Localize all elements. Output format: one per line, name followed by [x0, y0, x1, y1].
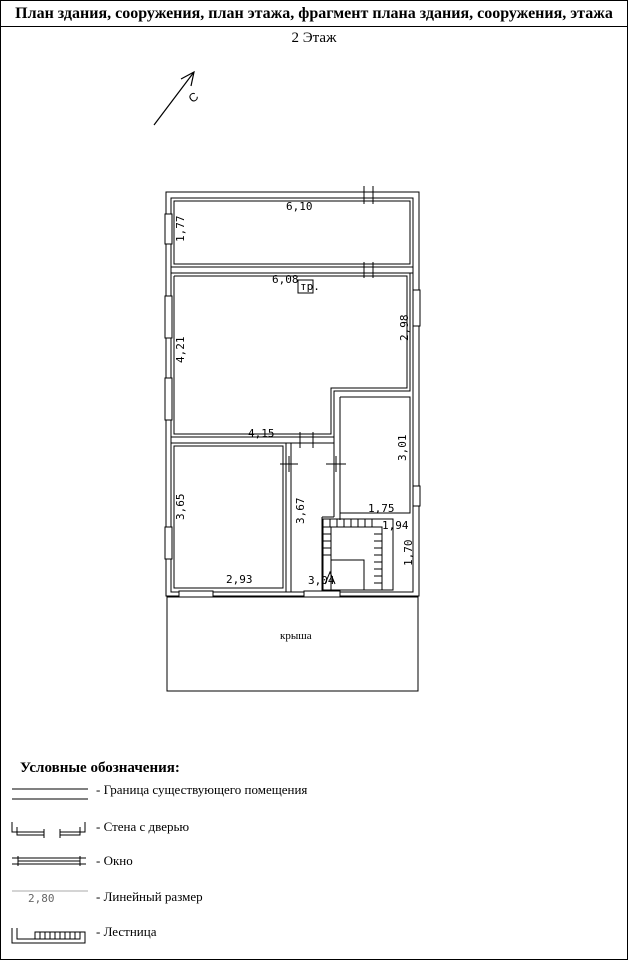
interior-walls [171, 201, 413, 592]
legend-label-dimension: - Линейный размер [96, 889, 203, 904]
dim-left-bottom-height: 3,65 [174, 493, 187, 520]
dim-corridor-bottom: 3,04 [308, 574, 335, 587]
dim-top-height: 1,77 [174, 215, 187, 242]
building-outline [166, 192, 419, 596]
dim-stair-height: 1,70 [402, 539, 415, 566]
dim-left-bottom-width: 2,93 [226, 573, 253, 586]
dim-right-small-height: 3,01 [396, 434, 409, 461]
legend-dimension-sample: 2,80 [28, 892, 55, 905]
dim-main-height-left: 4,21 [174, 336, 187, 363]
legend-label-stairs: - Лестница [96, 924, 157, 939]
page-title: План здания, сооружения, план этажа, фрагмент плана здания, сооружения, этажа [1, 1, 627, 27]
dim-stair-width: 1,94 [382, 519, 409, 532]
dim-main-width: 6,08 [272, 273, 299, 286]
roof-area [167, 597, 418, 691]
dim-top-width: 6,10 [286, 200, 313, 213]
north-label: С [185, 89, 202, 106]
legend-label-window: - Окно [96, 853, 133, 868]
door-marks [280, 186, 373, 472]
shaft-label: тр. [300, 280, 320, 293]
floor-label: 2 Этаж [291, 30, 337, 46]
dim-right-small-width: 1,75 [368, 502, 395, 515]
dim-main-height-right: 2,98 [398, 314, 411, 341]
legend-stairs-icon [12, 928, 85, 943]
wall-with-door-icon [12, 822, 85, 838]
roof-label: крыша [280, 630, 312, 642]
window-icon [12, 856, 86, 866]
dim-main-bottom-width: 4,15 [248, 427, 275, 440]
dim-corridor-height: 3,67 [294, 497, 307, 524]
legend-label-door: - Стена с дверью [96, 819, 190, 834]
legend-title: Условные обозначения: [20, 760, 180, 776]
legend-label-boundary: - Граница существующего помещения [96, 782, 308, 797]
existing-boundary-line [12, 789, 88, 799]
